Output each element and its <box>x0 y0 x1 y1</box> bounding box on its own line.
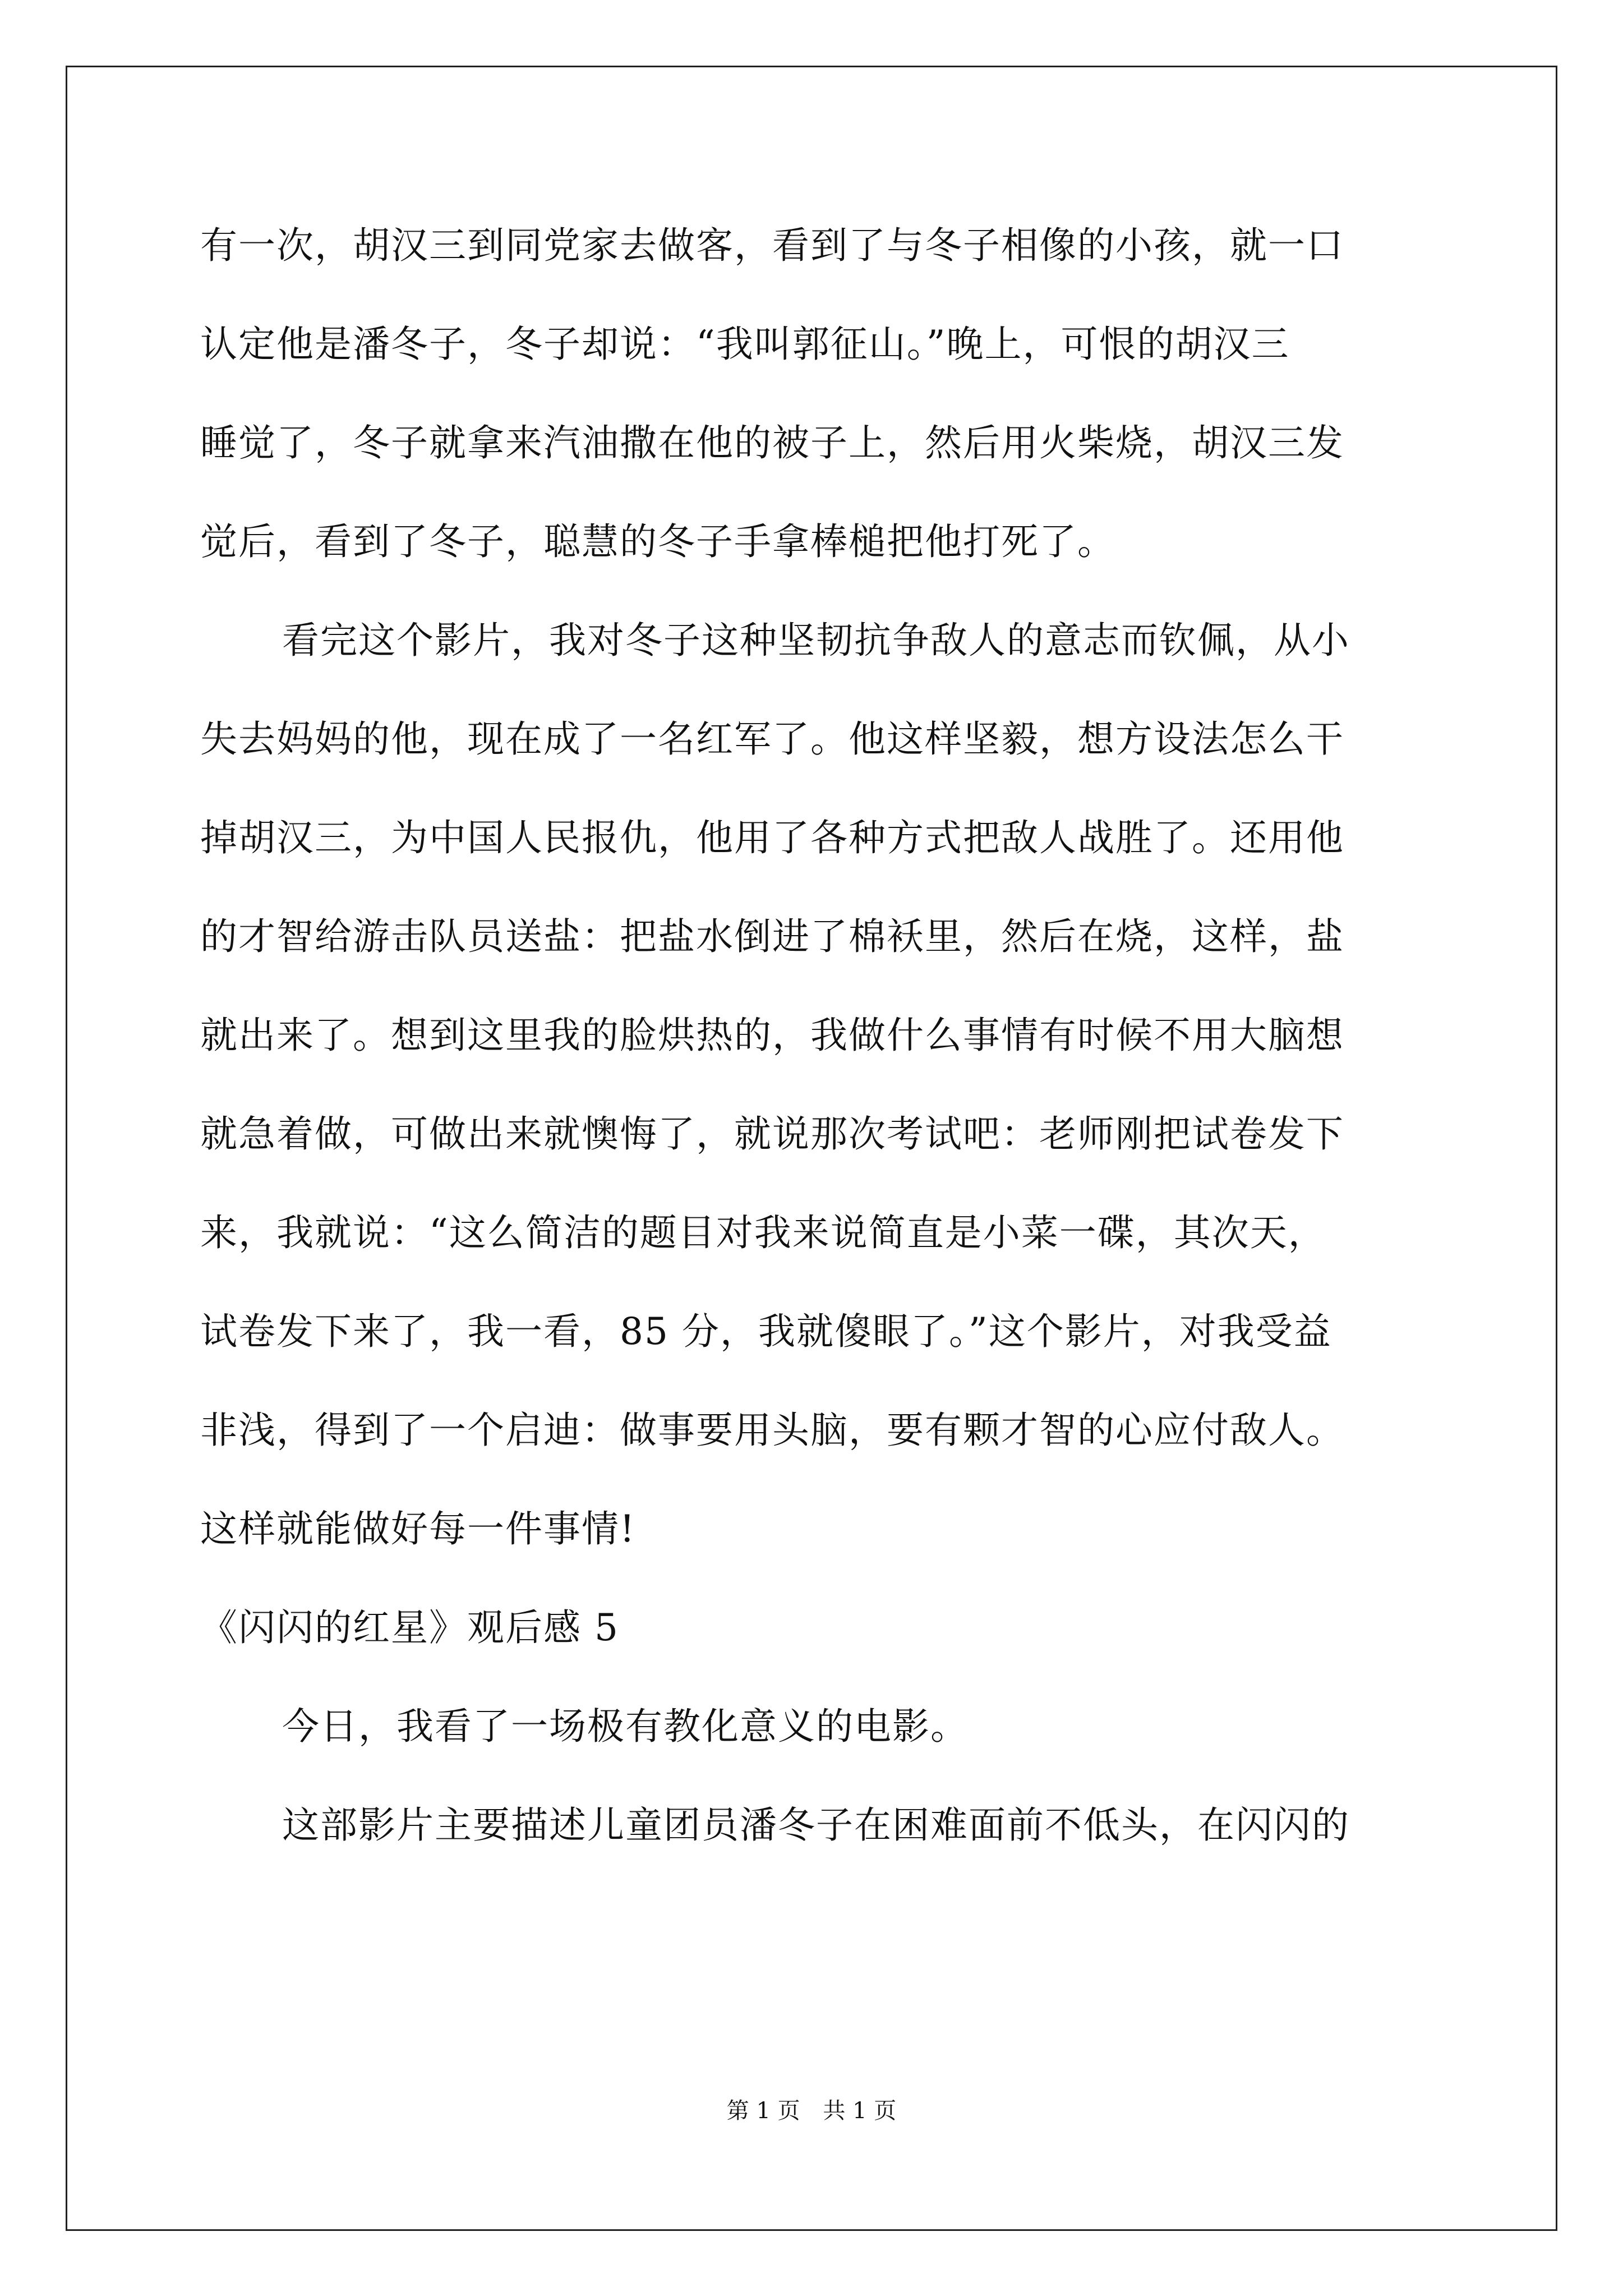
text-line: 觉后，看到了冬子，聪慧的冬子手拿棒槌把他打死了。 <box>200 520 1115 563</box>
text-line: 来，我就说：“这么简洁的题目对我来说简直是小菜一碟，其次天， <box>200 1211 1326 1254</box>
page-footer <box>0 2097 1623 2125</box>
paragraph-start-line: 看完这个影片，我对冬子这种坚韧抗争敌人的意志而钦佩，从小 <box>282 619 1350 662</box>
text-line: 睡觉了，冬子就拿来汽油撒在他的被子上，然后用火柴烧，胡汉三发 <box>200 421 1344 464</box>
text-line: 就急着做，可做出来就懊悔了，就说那次考试吧：老师刚把试卷发下 <box>200 1112 1344 1156</box>
text-line: 就出来了。想到这里我的脸烘热的，我做什么事情有时候不用大脑想 <box>200 1014 1344 1057</box>
page-number: 第 1 页 <box>726 2098 800 2124</box>
paragraph-start-line: 今日，我看了一场极有教化意义的电影。 <box>282 1705 969 1748</box>
section-title: 《闪闪的红星》观后感 5 <box>200 1606 619 1649</box>
text-line: 掉胡汉三，为中国人民报仇，他用了各种方式把敌人战胜了。还用他 <box>200 816 1344 859</box>
text-line: 这样就能做好每一件事情! <box>200 1507 636 1550</box>
text-line: 试卷发下来了，我一看，85 分，我就傻眼了。”这个影片，对我受益 <box>200 1310 1332 1353</box>
text-line: 失去妈妈的他，现在成了一名红军了。他这样坚毅，想方设法怎么干 <box>200 717 1344 761</box>
text-line: 有一次，胡汉三到同党家去做客，看到了与冬子相像的小孩，就一口 <box>200 224 1344 267</box>
paragraph-start-line: 这部影片主要描述儿童团员潘冬子在困难面前不低头，在闪闪的 <box>282 1803 1350 1847</box>
text-line: 非浅，得到了一个启迪：做事要用头脑，要有颗才智的心应付敌人。 <box>200 1409 1344 1452</box>
document-body <box>200 218 1434 1896</box>
text-line: 的才智给游击队员送盐：把盐水倒进了棉袄里，然后在烧，这样，盐 <box>200 915 1344 958</box>
page-total: 共 1 页 <box>823 2098 897 2124</box>
text-line: 认定他是潘冬子，冬子却说：“我叫郭征山。”晚上，可恨的胡汉三 <box>200 323 1290 366</box>
